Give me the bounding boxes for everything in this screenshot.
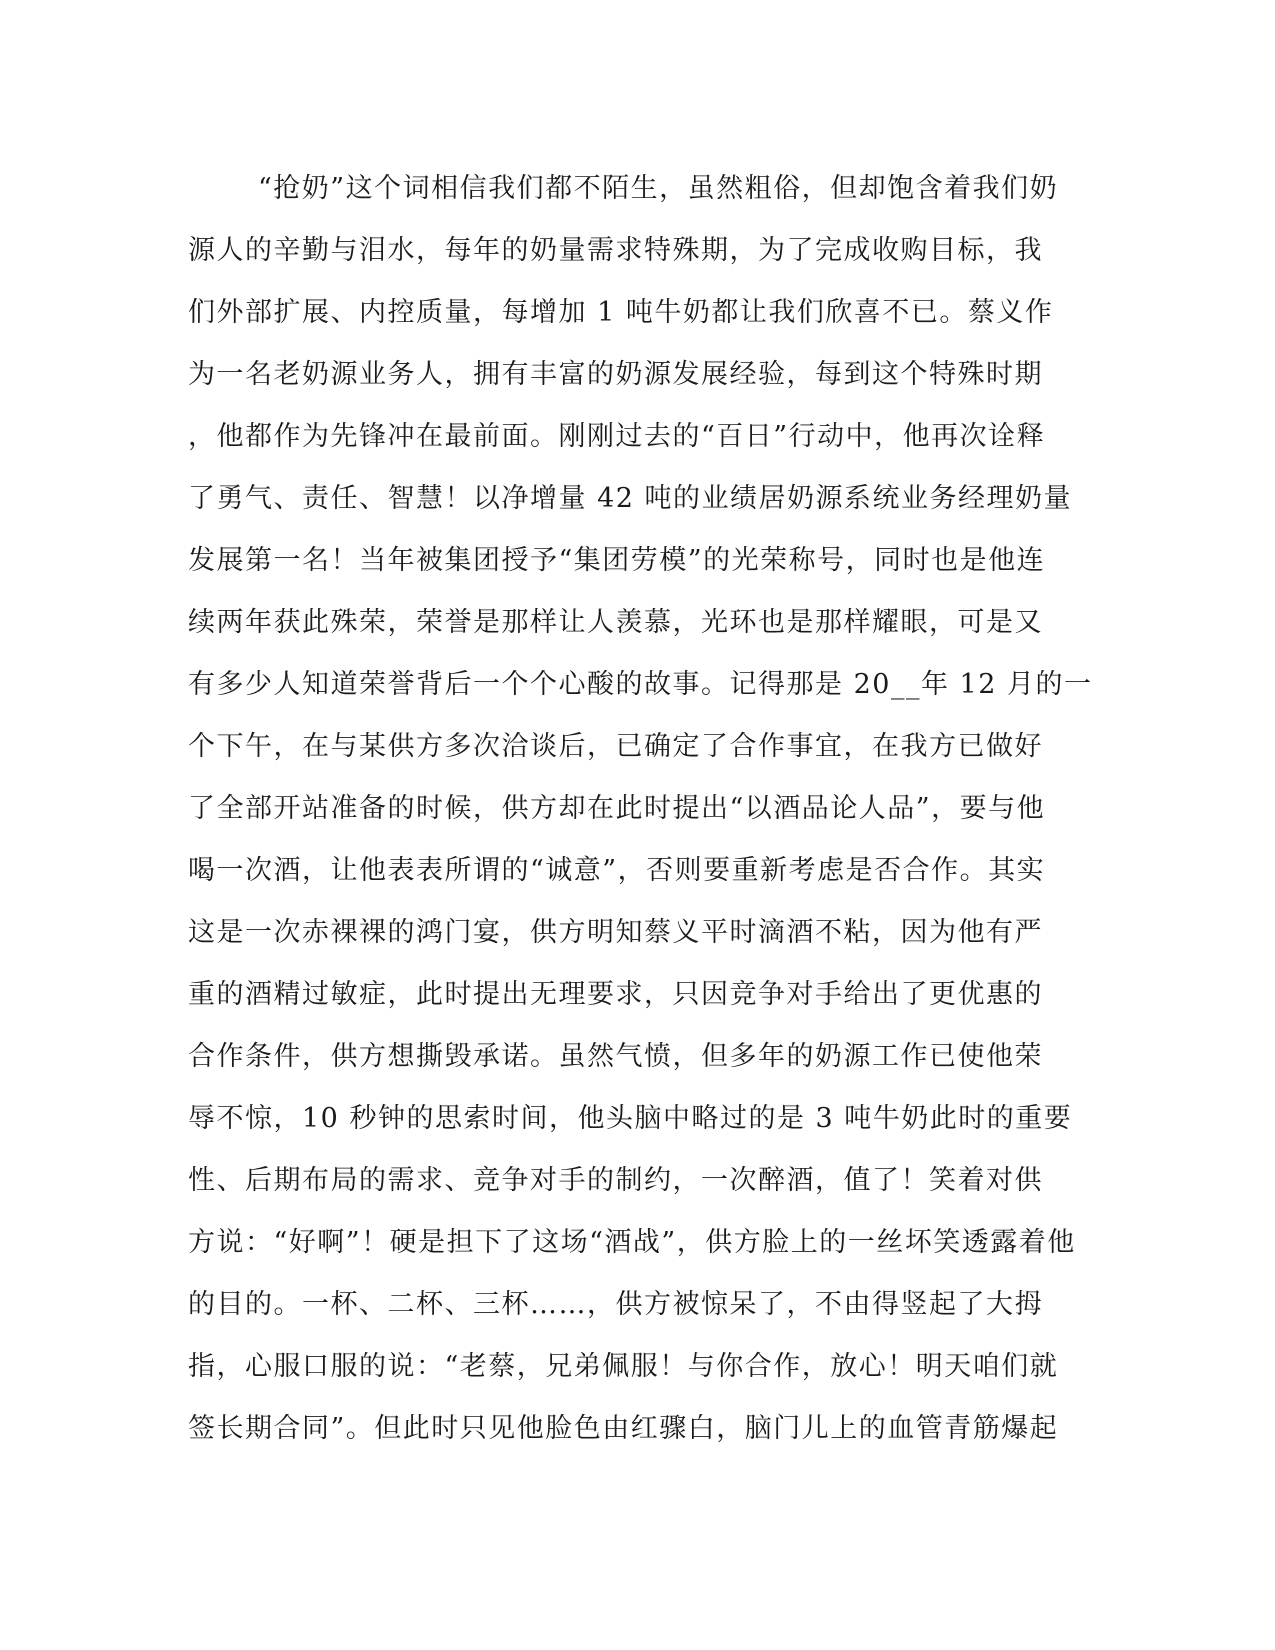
paragraph-line: 指，心服口服的说：“老蔡，兄弟佩服！与你合作，放心！明天咱们就 <box>188 1351 1059 1382</box>
paragraph-line: 了全部开站准备的时候，供方却在此时提出“以酒品论人品”，要与他 <box>188 793 1046 824</box>
body-paragraph <box>188 158 1093 1460</box>
paragraph-line: 续两年获此殊荣，荣誉是那样让人羡慕，光环也是那样耀眼，可是又 <box>188 607 1043 638</box>
paragraph-line: 的目的。一杯、二杯、三杯……，供方被惊呆了，不由得竖起了大拇 <box>188 1289 1043 1320</box>
paragraph-line: 们外部扩展、内控质量，每增加 1 吨牛奶都让我们欣喜不已。蔡义作 <box>188 297 1054 328</box>
paragraph-line: 了勇气、责任、智慧！以净增量 42 吨的业绩居奶源系统业务经理奶量 <box>188 483 1073 514</box>
paragraph-line: “抢奶”这个词相信我们都不陌生，虽然粗俗，但却饱含着我们奶 <box>258 173 1059 204</box>
paragraph-line: 个下午，在与某供方多次洽谈后，已确定了合作事宜，在我方已做好 <box>188 731 1043 762</box>
paragraph-line: 方说：“好啊”！硬是担下了这场“酒战”，供方脸上的一丝坏笑透露着他 <box>188 1227 1076 1258</box>
paragraph-line: 签长期合同”。但此时只见他脸色由红骤白，脑门儿上的血管青筋爆起 <box>188 1413 1059 1444</box>
paragraph-line: 重的酒精过敏症，此时提出无理要求，只因竞争对手给出了更优惠的 <box>188 979 1043 1010</box>
paragraph-line: 发展第一名！当年被集团授予“集团劳模”的光荣称号，同时也是他连 <box>188 545 1046 576</box>
paragraph-line: 这是一次赤裸裸的鸿门宴，供方明知蔡义平时滴酒不粘，因为他有严 <box>188 917 1043 948</box>
paragraph-line: 性、后期布局的需求、竞争对手的制约，一次醉酒，值了！笑着对供 <box>188 1165 1043 1196</box>
paragraph-line: 合作条件，供方想撕毁承诺。虽然气愤，但多年的奶源工作已使他荣 <box>188 1041 1043 1072</box>
paragraph-line: 源人的辛勤与泪水，每年的奶量需求特殊期，为了完成收购目标，我 <box>188 235 1043 266</box>
paragraph-line: 辱不惊，10 秒钟的思索时间，他头脑中略过的是 3 吨牛奶此时的重要 <box>188 1103 1073 1134</box>
paragraph-line: 喝一次酒，让他表表所谓的“诚意”，否则要重新考虑是否合作。其实 <box>188 855 1046 886</box>
paragraph-line: ，他都作为先锋冲在最前面。刚刚过去的“百日”行动中，他再次诠释 <box>188 421 1046 452</box>
paragraph-line: 有多少人知道荣誉背后一个个心酸的故事。记得那是 20__年 12 月的一 <box>188 669 1093 700</box>
paragraph-line: 为一名老奶源业务人，拥有丰富的奶源发展经验，每到这个特殊时期 <box>188 359 1043 390</box>
